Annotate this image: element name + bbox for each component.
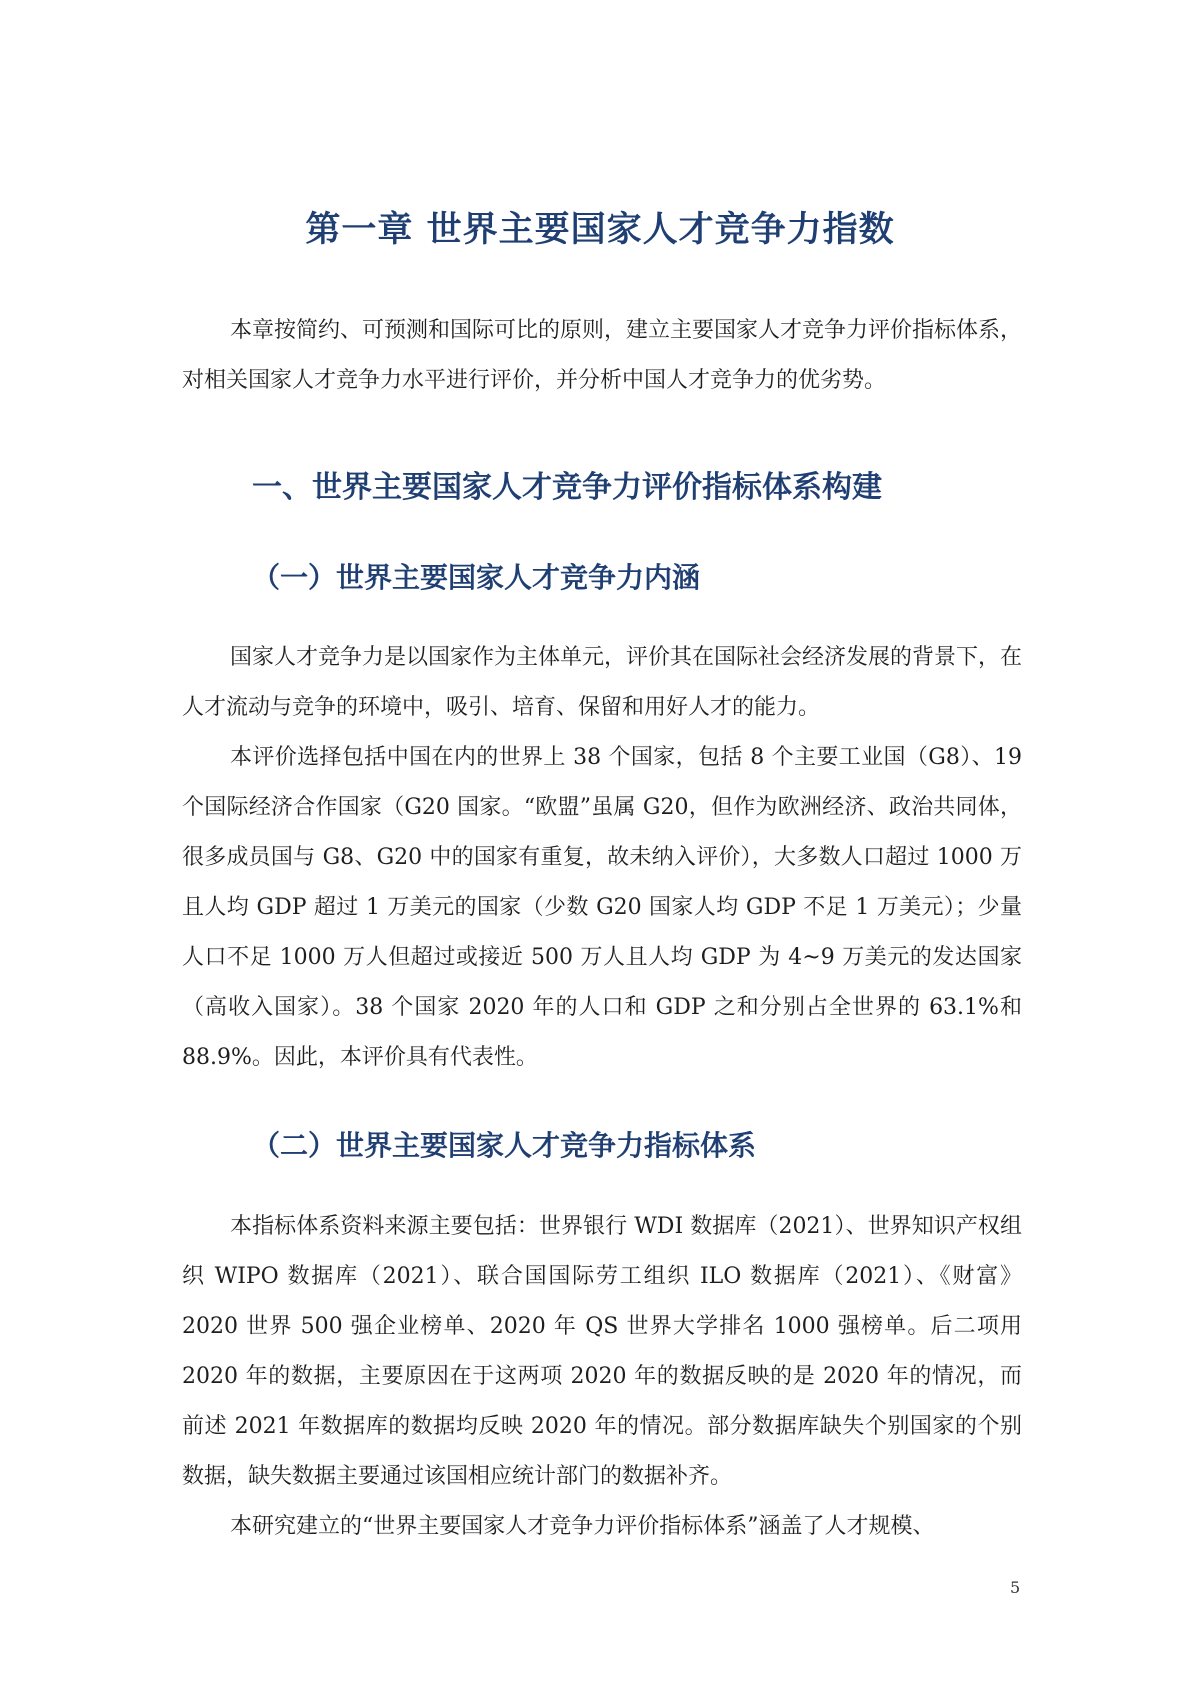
paragraph: 国家人才竞争力是以国家作为主体单元，评价其在国际社会经济发展的背景下，在人才流动与竞争的环境中，吸引、培育、保留和用好人才的能力。 [182,645,1023,720]
chapter-title: 第一章 世界主要国家人才竞争力指数 [305,210,895,250]
paragraph: 本研究建立的“世界主要国家人才竞争力评价指标体系”涵盖了人才规模、 [230,1514,935,1539]
section-heading: 一、世界主要国家人才竞争力评价指标体系构建 [252,470,882,505]
paragraph: 本评价选择包括中国在内的世界上 38 个国家，包括 8 个主要工业国（G8）、19 个国际经济合作国家（G20 国家。“欧盟”虽属 G20，但作为欧洲经济、政治共同体，很多成员国与 G8、G20 中的国家有重复，故未纳入评价），大多数人口超过 1000 万且人均 GDP 超过 1 万美元的国家（少数 G20 国家人均 GDP 不足 1 万美元）；少量人口不足 1000 万人但超过或接近 500 万人且人均 GDP 为 4~9 万美元的发达国家（高收入国家）。38 个国家 2020 年的人口和 GDP 之和分别占全世界的 63.1%和 88.9%。因此，本评价具有代表性。 [182,745,1022,1070]
subsection-heading-1: （一）世界主要国家人才竞争力内涵 [252,561,701,594]
paragraph: 本指标体系资料来源主要包括：世界银行 WDI 数据库（2021）、世界知识产权组织 WIPO 数据库（2021）、联合国国际劳工组织 ILO 数据库（2021）、《财富》2020 世界 500 强企业榜单、2020 年 QS 世界大学排名 1000 强榜单。后二项用 2020 年的数据，主要原因在于这两项 2020 年的数据反映的是 2020 年的情况，而前述 2021 年数据库的数据均反映 2020 年的情况。部分数据库缺失个别国家的个别数据，缺失数据主要通过该国相应统计部门的数据补齐。 [182,1214,1022,1489]
intro-paragraph: 本章按简约、可预测和国际可比的原则，建立主要国家人才竞争力评价指标体系，对相关国家人才竞争力水平进行评价，并分析中国人才竞争力的优劣势。 [182,318,1023,393]
page-number: 5 [1010,1578,1021,1597]
subsection-heading-2: （二）世界主要国家人才竞争力指标体系 [252,1129,757,1162]
